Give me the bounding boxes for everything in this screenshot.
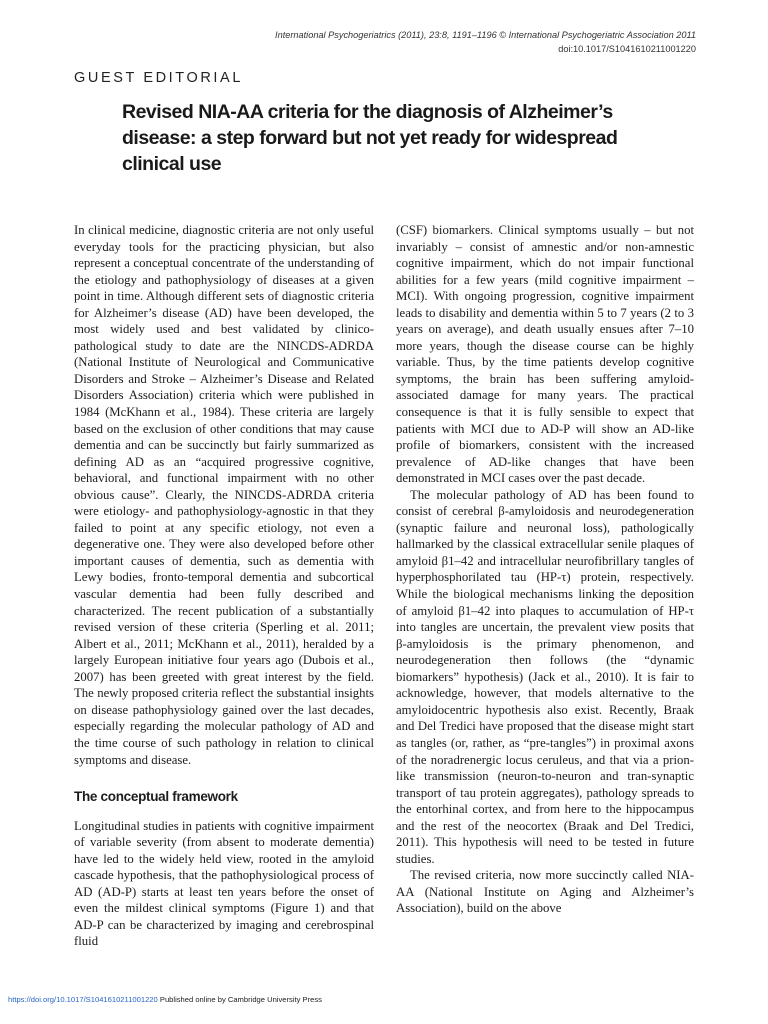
journal-header	[275, 28, 696, 56]
journal-doi: doi:10.1017/S1041610211001220	[558, 44, 696, 54]
article-title: Revised NIA-AA criteria for the diagnosis of Alzheimer’s disease: a step forward but not yet ready for widespread clinical use	[122, 101, 618, 175]
paragraph: In clinical medicine, diagnostic criteria are not only useful everyday tools for the practicing physician, but also represent a conceptual concentrate of the understanding of the etiology and pathophysiology of diseases at a given point in time. Although different sets of diagnostic criteria for Alzheimer’s disease (AD) have been developed, the most widely used and best validated by clinico-pathological study to date are the NINCDS-ADRDA (National Institute of Neurological and Communicative Disorders and Stroke – Alzheimer’s Disease and Related Disorders Association) criteria which were published in 1984 (McKhann et al., 1984). These criteria are largely based on the exclusion of other conditions that may cause dementia and can be succinctly but fairly summarized as defining AD as an “acquired progressive cognitive, behavioral, and functional impairment with no other obvious cause”. Clearly, the NINCDS-ADRDA criteria were etiology- and pathophysiology-agnostic in that they failed to point at any specific etiology, not even a degenerative one. They were also developed before other important causes of dementia, such as dementia with Lewy bodies, fronto-temporal dementia and subcortical vascular dementia had been fully described and characterized. The recent publication of a substantially revised version of these criteria (Sperling et al. 2011; Albert et al., 2011; McKhann et al., 2011), heralded by a largely European initiative four years ago (Dubois et al., 2007) has been greeted with great interest by the field. The newly proposed criteria reflect the substantial insights on disease pathophysiology gained over the last decades, especially regarding the molecular pathology of AD and the time course of such pathology in relation to clinical symptoms and disease.	[74, 223, 374, 767]
journal-citation: International Psychogeriatrics (2011), 23:8, 1191–1196 © International Psychogeriatric Association 2011	[275, 30, 696, 40]
doi-link[interactable]: https://doi.org/10.1017/S1041610211001220	[8, 995, 158, 1004]
paragraph: The revised criteria, now more succinctly called NIA-AA (National Institute on Aging and Alzheimer’s Association), build on the above	[396, 868, 694, 916]
footer-text: Published online by Cambridge University Press	[157, 995, 322, 1004]
left-column	[74, 222, 374, 950]
page-footer	[8, 995, 322, 1004]
section-label: GUEST EDITORIAL	[74, 70, 243, 86]
paragraph: Longitudinal studies in patients with cognitive impairment of variable severity (from absent to moderate dementia) have led to the widely held view, rooted in the amyloid cascade hypothesis, that the pathophysiological process of AD (AD-P) starts at least ten years before the onset of even the mildest clinical symptoms (Figure 1) and that AD-P can be characterized by imaging and cerebrospinal fluid	[74, 818, 374, 949]
section-heading: The conceptual framework	[74, 789, 238, 805]
paragraph: (CSF) biomarkers. Clinical symptoms usually – but not invariably – consist of amnestic and/or non-amnestic cognitive impairment, which do not impair functional abilities for a few years (mild cognitive impairment – MCI). With ongoing progression, cognitive impairment leads to disability and dementia within 5 to 7 years (2 to 3 years on average), and death usually ensues after 7–10 more years, though the disease course can be highly variable. Thus, by the time patients develop cognitive symptoms, the brain has been suffering amyloid-associated damage for many years. The practical consequence is that it is fully sensible to expect that patients with MCI due to AD-P will show an AD-like profile of biomarkers, consistent with the increased prevalence of AD-like changes that have been demonstrated in MCI cases over the past decade.	[396, 223, 694, 486]
paragraph: The molecular pathology of AD has been found to consist of cerebral β-amyloidosis and neurodegeneration (synaptic failure and neuronal loss), pathologically hallmarked by the classical extracellular senile plaques of amyloid β1–42 and intracellular neurofibrillary tangles of hyperphosphorilated tau (HP-τ) protein, respectively. While the biological mechanisms linking the deposition of amyloid β1–42 into plaques to accumulation of HP-τ into tangles are uncertain, the prevalent view posits that β-amyloidosis is the primary phenomenon, and neurodegeneration then follows (the “dynamic biomarkers” hypothesis) (Jack et al., 2010). It is fair to acknowledge, however, that models alternative to the amyloidocentric hypothesis also exist. Recently, Braak and Del Tredici have proposed that the disease might start as tangles (or, rather, as “pre-tangles”) in proximal axons of the noradrenergic locus ceruleus, and that via a prion-like transmission (neuron-to-neuron and tran-synaptic transport of tau protein aggregates), pathology spreads to the entorhinal cortex, and from here to the hippocampus and the rest of the neocortex (Braak and Del Tredici, 2011). This hypothesis will need to be tested in future studies.	[396, 487, 694, 866]
right-column	[396, 222, 694, 917]
